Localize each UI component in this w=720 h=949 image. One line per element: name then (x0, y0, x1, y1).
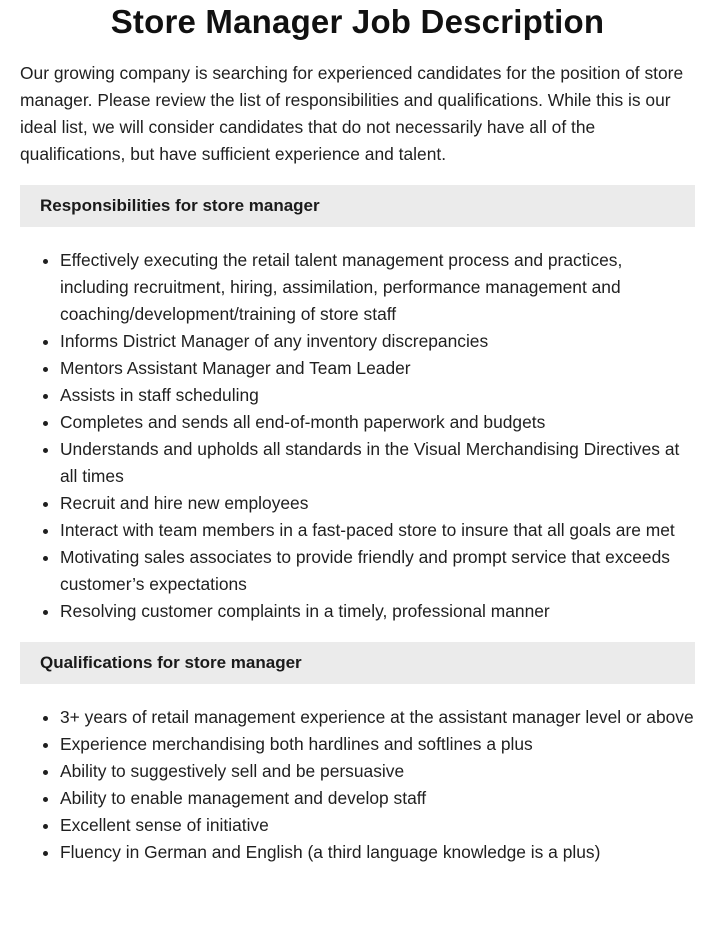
responsibilities-list (20, 247, 695, 625)
list-item: Mentors Assistant Manager and Team Leader (60, 355, 695, 382)
list-item: Effectively executing the retail talent management process and practices, including recruitment, hiring, assimilation, performance management and coaching/development/training of store staff (60, 247, 695, 328)
list-item: Interact with team members in a fast-paced store to insure that all goals are met (60, 517, 695, 544)
list-item: Motivating sales associates to provide friendly and prompt service that exceeds customer’s expectations (60, 544, 695, 598)
list-item: 3+ years of retail management experience at the assistant manager level or above (60, 704, 695, 731)
qualifications-list (20, 704, 695, 866)
list-item: Understands and upholds all standards in the Visual Merchandising Directives at all times (60, 436, 695, 490)
qualifications-heading: Qualifications for store manager (40, 653, 302, 672)
list-item: Completes and sends all end-of-month paperwork and budgets (60, 409, 695, 436)
qualifications-header (20, 642, 695, 684)
intro-paragraph: Our growing company is searching for experienced candidates for the position of store manager. Please review the list of responsibilities and qualifications. While this is our ideal list, we will consider candidates that do not necessarily have all of the qualifications, but have sufficient experience and talent. (20, 63, 684, 164)
responsibilities-heading: Responsibilities for store manager (40, 196, 320, 215)
list-item: Ability to suggestively sell and be persuasive (60, 758, 695, 785)
responsibilities-header (20, 185, 695, 227)
list-item: Informs District Manager of any inventory discrepancies (60, 328, 695, 355)
list-item: Assists in staff scheduling (60, 382, 695, 409)
list-item: Resolving customer complaints in a timely, professional manner (60, 598, 695, 625)
page-title: Store Manager Job Description (110, 3, 605, 40)
list-item: Excellent sense of initiative (60, 812, 695, 839)
list-item: Fluency in German and English (a third language knowledge is a plus) (60, 839, 695, 866)
list-item: Experience merchandising both hardlines and softlines a plus (60, 731, 695, 758)
list-item: Ability to enable management and develop staff (60, 785, 695, 812)
list-item: Recruit and hire new employees (60, 490, 695, 517)
